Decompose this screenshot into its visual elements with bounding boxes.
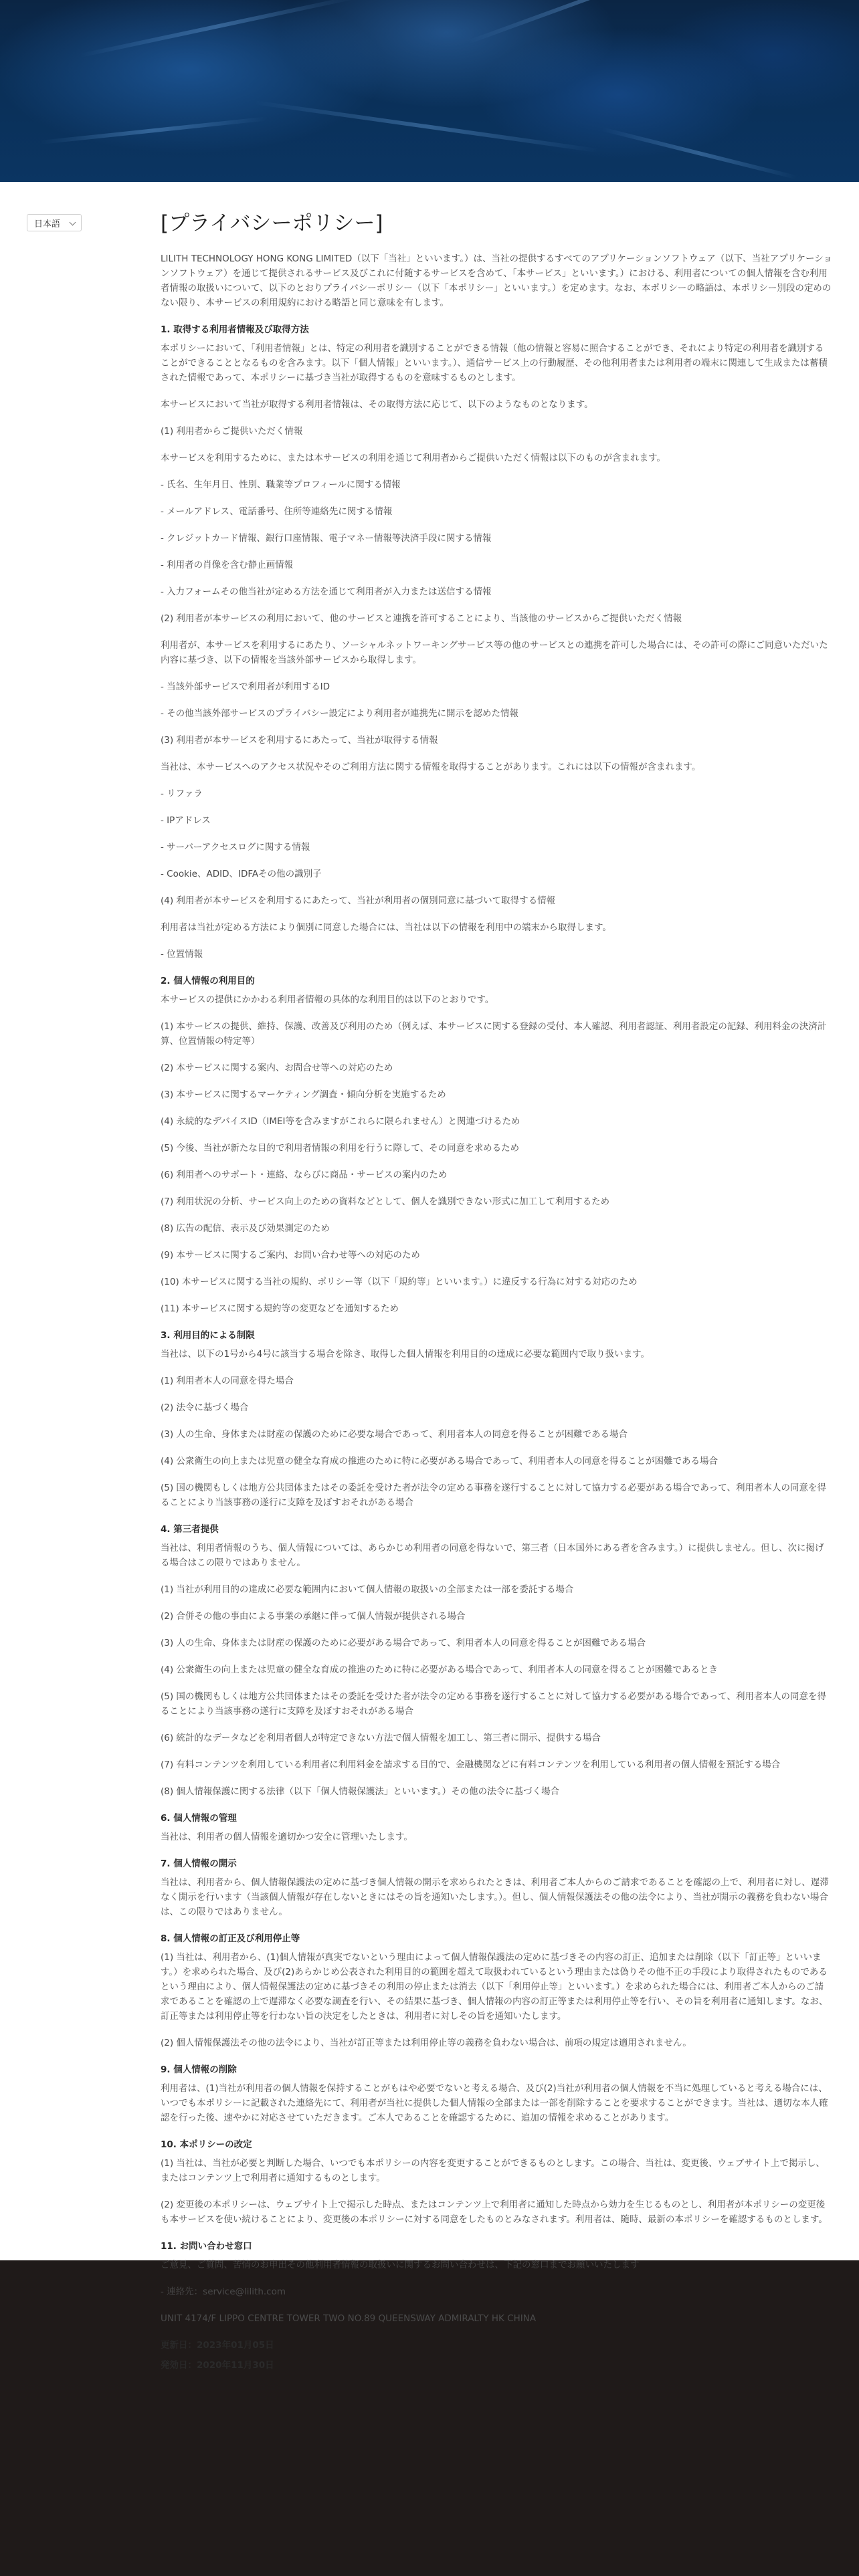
policy-paragraph: - その他当該外部サービスのプライバシー設定により利用者が連携先に開示を認めた情報 xyxy=(161,708,518,719)
section-heading: 11. お問い合わせ窓口 xyxy=(161,2241,252,2252)
policy-paragraph: 当社は、利用者から、個人情報保護法の定めに基づき個人情報の開示を求められたときは、利用者ご本人からのご請求であることを確認の上で、利用者に対し、遅滞なく開示を行います（当該個人情報が存在しないときにはその旨を通知いたします。）。但し、個人情報保護法その他の法令により、当社が開示の義務を負わない場合は、この限りではありません。 xyxy=(161,1877,829,1917)
language-select[interactable] xyxy=(27,214,82,231)
policy-paragraph: (5) 国の機関もしくは地方公共団体またはその委託を受けた者が法令の定める事務を遂行することに対して協力する必要がある場合であって、利用者本人の同意を得ることにより当該事務の遂行に支障を及ぼすおそれがある場合 xyxy=(161,1691,827,1717)
policy-paragraph: (7) 有料コンテンツを利用している利用者に利用料金を請求する目的で、金融機関などに有料コンテンツを利用している利用者の個人情報を預託する場合 xyxy=(161,1759,781,1770)
policy-paragraph: (4) 永続的なデバイスID（IMEI等を含みますがこれらに限られません）と関連づけるため xyxy=(161,1116,520,1127)
policy-paragraph: 利用者は、(1)当社が利用者の個人情報を保持することがもはや必要でないと考える場合、及び(2)当社が利用者の個人情報を不当に処理していると考える場合には、いつでも本ポリシーに記載された連絡先にて、利用者が当社に提供した個人情報の全部または一部を削除することを要求することができます。当社は、適切な本人確認を行った後、速やかに対応させていただきます。ご本人であることを確認するために、追加の情報を求めることがあります。 xyxy=(161,2083,828,2123)
main-content xyxy=(0,182,859,2371)
policy-paragraph: (1) 当社が利用目的の達成に必要な範囲内において個人情報の取扱いの全部または一部を委託する場合 xyxy=(161,1584,574,1595)
section-heading: 3. 利用目的による制限 xyxy=(161,1330,255,1341)
policy-paragraph: LILITH TECHNOLOGY HONG KONG LIMITED（以下「当社」といいます。）は、当社の提供するすべてのアプリケーションソフトウェア（以下、当社アプリケーションソフトウェア）を通じて提供されるサービス及びこれに付随するサービスを含めて、「本サービス」といいます。）における、利用者についての個人情報を含む利用者情報の取扱いについて、以下のとおりプライバシーポリシー（以下「本ポリシー」といいます。）を定めます。なお、本ポリシーの略語は、本ポリシー別段の定めのない限り、本サービスの利用規約における略語と同じ意味を有します。 xyxy=(161,253,832,308)
policy-paragraph: (10) 本サービスに関する当社の規約、ポリシー等（以下「規約等」といいます。）に違反する行為に対する対応のため xyxy=(161,1277,638,1287)
section-heading: 1. 取得する利用者情報及び取得方法 xyxy=(161,324,309,335)
policy-paragraph: (2) 法令に基づく場合 xyxy=(161,1402,249,1413)
section-heading: 6. 個人情報の管理 xyxy=(161,1813,237,1824)
section-heading: 4. 第三者提供 xyxy=(161,1524,219,1535)
policy-paragraph: (2) 本サービスに関する案内、お問合せ等への対応のため xyxy=(161,1063,393,1073)
policy-paragraph: (1) 本サービスの提供、維持、保護、改善及び利用のため（例えば、本サービスに関する登録の受付、本人確認、利用者認証、利用者設定の記録、利用料金の決済計算、位置情報の特定等） xyxy=(161,1021,827,1047)
policy-paragraph: 当社は、利用者の個人情報を適切かつ安全に管理いたします。 xyxy=(161,1832,413,1842)
policy-paragraph: (2) 利用者が本サービスの利用において、他のサービスと連携を許可することにより、当該他のサービスからご提供いただく情報 xyxy=(161,613,682,624)
hero-banner xyxy=(0,0,859,182)
policy-paragraph: (3) 人の生命、身体または財産の保護のために必要がある場合であって、利用者本人の同意を得ることが困難である場合 xyxy=(161,1638,646,1648)
policy-paragraph: 利用者は当社が定める方法により個別に同意した場合には、当社は以下の情報を利用中の端末から取得します。 xyxy=(161,922,611,933)
policy-paragraph: (1) 当社は、当社が必要と判断した場合、いつでも本ポリシーの内容を変更することができるものとします。この場合、当社は、変更後、ウェブサイト上で掲示し、またはコンテンツ上で利用者に通知するものとします。 xyxy=(161,2158,825,2183)
policy-paragraph: 本サービスを利用するために、または本サービスの利用を通じて利用者からご提供いただく情報は以下のものが含まれます。 xyxy=(161,453,666,463)
policy-paragraph: - メールアドレス、電話番号、住所等連絡先に関する情報 xyxy=(161,506,393,517)
policy-paragraph: UNIT 4174/F LIPPO CENTRE TOWER TWO NO.89 QUEENSWAY ADMIRALTY HK CHINA xyxy=(161,2313,537,2324)
policy-paragraph: (1) 利用者からご提供いただく情報 xyxy=(161,426,303,437)
policy-paragraph: - 連絡先：service@lilith.com xyxy=(161,2286,286,2297)
policy-paragraph: (3) 利用者が本サービスを利用するにあたって、当社が取得する情報 xyxy=(161,735,438,746)
section-heading: 8. 個人情報の訂正及び利用停止等 xyxy=(161,1933,300,1944)
chevron-down-icon xyxy=(70,219,76,226)
policy-paragraph: (1) 利用者本人の同意を得た場合 xyxy=(161,1376,294,1386)
policy-paragraph: (6) 統計的なデータなどを利用者個人が特定できない方法で個人情報を加工し、第三者に開示、提供する場合 xyxy=(161,1733,601,1743)
policy-paragraph: (4) 利用者が本サービスを利用するにあたって、当社が利用者の個別同意に基づいて取得する情報 xyxy=(161,895,556,906)
policy-paragraph: 本ポリシーにおいて、「利用者情報」とは、特定の利用者を識別することができる情報（他の情報と容易に照合することができ、それにより特定の利用者を識別することができることとなるものを含みます。以下「個人情報」といいます。）、通信サービス上の行動履歴、その他利用者または利用者の端末に関連して生成または蓄積された情報であって、本ポリシーに基づき当社が取得するものを意味するものとします。 xyxy=(161,343,828,383)
policy-paragraph: (4) 公衆衛生の向上または児童の健全な育成の推進のために特に必要がある場合であって、利用者本人の同意を得ることが困難であるとき xyxy=(161,1665,719,1675)
policy-paragraph: - サーバーアクセスログに関する情報 xyxy=(161,842,310,853)
policy-paragraph: - 入力フォームその他当社が定める方法を通じて利用者が入力または送信する情報 xyxy=(161,586,492,597)
section-heading: 7. 個人情報の開示 xyxy=(161,1858,237,1869)
policy-paragraph: 当社は、本サービスへのアクセス状況やそのご利用方法に関する情報を取得することがあります。これには以下の情報が含まれます。 xyxy=(161,762,701,772)
policy-paragraph: (7) 利用状況の分析、サービス向上のための資料などとして、個人を識別できない形式に加工して利用するため xyxy=(161,1196,610,1207)
policy-paragraph: - IPアドレス xyxy=(161,815,211,826)
policy-document xyxy=(161,210,832,2378)
policy-paragraph: - Cookie、ADID、IDFAその他の識別子 xyxy=(161,869,322,879)
policy-paragraph: (3) 本サービスに関するマーケティング調査・傾向分析を実施するため xyxy=(161,1089,446,1100)
policy-paragraph: 利用者が、本サービスを利用するにあたり、ソーシャルネットワーキングサービス等の他のサービスとの連携を許可した場合には、その許可の際にご同意いただいた内容に基づき、以下の情報を当該外部サービスから取得します。 xyxy=(161,640,828,665)
policy-paragraph: (2) 合併その他の事由による事業の承継に伴って個人情報が提供される場合 xyxy=(161,1611,466,1622)
policy-paragraph: 当社は、以下の1号から4号に該当する場合を除き、取得した個人情報を利用目的の達成に必要な範囲内で取り扱います。 xyxy=(161,1349,650,1360)
policy-paragraph: (2) 個人情報保護法その他の法令により、当社が訂正等または利用停止等の義務を負わない場合は、前項の規定は適用されません。 xyxy=(161,2038,692,2048)
policy-paragraph: 本サービスにおいて当社が取得する利用者情報は、その取得方法に応じて、以下のようなものとなります。 xyxy=(161,399,593,410)
policy-paragraph: (4) 公衆衛生の向上または児童の健全な育成の推進のために特に必要がある場合であって、利用者本人の同意を得ることが困難である場合 xyxy=(161,1456,719,1467)
policy-paragraph: - 利用者の肖像を含む静止画情報 xyxy=(161,560,294,570)
policy-paragraph: ご意見、ご質問、苦情のお申出その他利用者情報の取扱いに関するお問い合わせは、下記の窓口までお願いいたします xyxy=(161,2260,640,2270)
date-line: 発効日：2020年11月30日 xyxy=(161,2360,274,2371)
policy-paragraph: 当社は、利用者情報のうち、個人情報については、あらかじめ利用者の同意を得ないで、第三者（日本国外にある者を含みます。）に提供しません。但し、次に掲げる場合はこの限りではありません。 xyxy=(161,1543,824,1568)
policy-paragraph: (8) 個人情報保護に関する法律（以下「個人情報保護法」といいます。）その他の法令に基づく場合 xyxy=(161,1786,560,1797)
policy-paragraph: - リファラ xyxy=(161,788,203,799)
policy-paragraph: - クレジットカード情報、銀行口座情報、電子マネー情報等決済手段に関する情報 xyxy=(161,533,492,544)
language-select-value: 日本語 xyxy=(34,219,61,229)
policy-paragraph: (9) 本サービスに関するご案内、お問い合わせ等への対応のため xyxy=(161,1250,420,1261)
policy-paragraph: (6) 利用者へのサポート・連絡、ならびに商品・サービスの案内のため xyxy=(161,1170,448,1180)
policy-paragraph: (1) 当社は、利用者から、(1)個人情報が真実でないという理由によって個人情報保護法の定めに基づきその内容の訂正、追加または削除（以下「訂正等」といいます。）を求められた場合、及び(2)あらかじめ公表された利用目的の範囲を超えて取扱われているという理由または偽りその他不正の手段により取得されたものであるという理由により、個人情報保護法の定めに基づきその利用の停止または消去（以下「利用停止等」といいます。）を求められた場合には、利用者ご本人からのご請求であることを確認の上で遅滞なく必要な調査を行い、その結果に基づき、個人情報の内容の訂正等または利用停止等を行い、その旨を利用者に通知します。なお、訂正等または利用停止等を行わない旨の決定をしたときは、利用者に対しその旨を通知いたします。 xyxy=(161,1952,828,2022)
section-heading: 9. 個人情報の削除 xyxy=(161,2064,237,2075)
date-line: 更新日：2023年01月05日 xyxy=(161,2340,274,2351)
policy-paragraph: - 位置情報 xyxy=(161,949,203,960)
page-title: [プライバシーポリシー] xyxy=(161,211,383,235)
policy-body xyxy=(161,251,832,2373)
section-heading: 10. 本ポリシーの改定 xyxy=(161,2139,252,2150)
policy-paragraph: 本サービスの提供にかかわる利用者情報の具体的な利用目的は以下のとおりです。 xyxy=(161,994,494,1005)
policy-paragraph: (8) 広告の配信、表示及び効果測定のため xyxy=(161,1223,330,1234)
policy-paragraph: - 当該外部サービスで利用者が利用するID xyxy=(161,681,330,692)
policy-paragraph: - 氏名、生年月日、性別、職業等プロフィールに関する情報 xyxy=(161,479,401,490)
policy-paragraph: (3) 人の生命、身体または財産の保護のために必要な場合であって、利用者本人の同意を得ることが困難である場合 xyxy=(161,1429,628,1440)
policy-paragraph: (5) 今後、当社が新たな目的で利用者情報の利用を行うに際して、その同意を求めるため xyxy=(161,1143,520,1154)
policy-paragraph: (5) 国の機関もしくは地方公共団体またはその委託を受けた者が法令の定める事務を遂行することに対して協力する必要がある場合であって、利用者本人の同意を得ることにより当該事務の遂行に支障を及ぼすおそれがある場合 xyxy=(161,1483,827,1508)
policy-paragraph: (2) 変更後の本ポリシーは、ウェブサイト上で掲示した時点、またはコンテンツ上で利用者に通知した時点から効力を生じるものとし、利用者が本ポリシーの変更後も本サービスを使い続けることにより、変更後の本ポリシーに対する同意をしたものとみなされます。利用者は、随時、最新の本ポリシーを確認するものとします。 xyxy=(161,2199,828,2225)
policy-paragraph: (11) 本サービスに関する規約等の変更などを通知するため xyxy=(161,1303,399,1314)
section-heading: 2. 個人情報の利用目的 xyxy=(161,976,255,986)
